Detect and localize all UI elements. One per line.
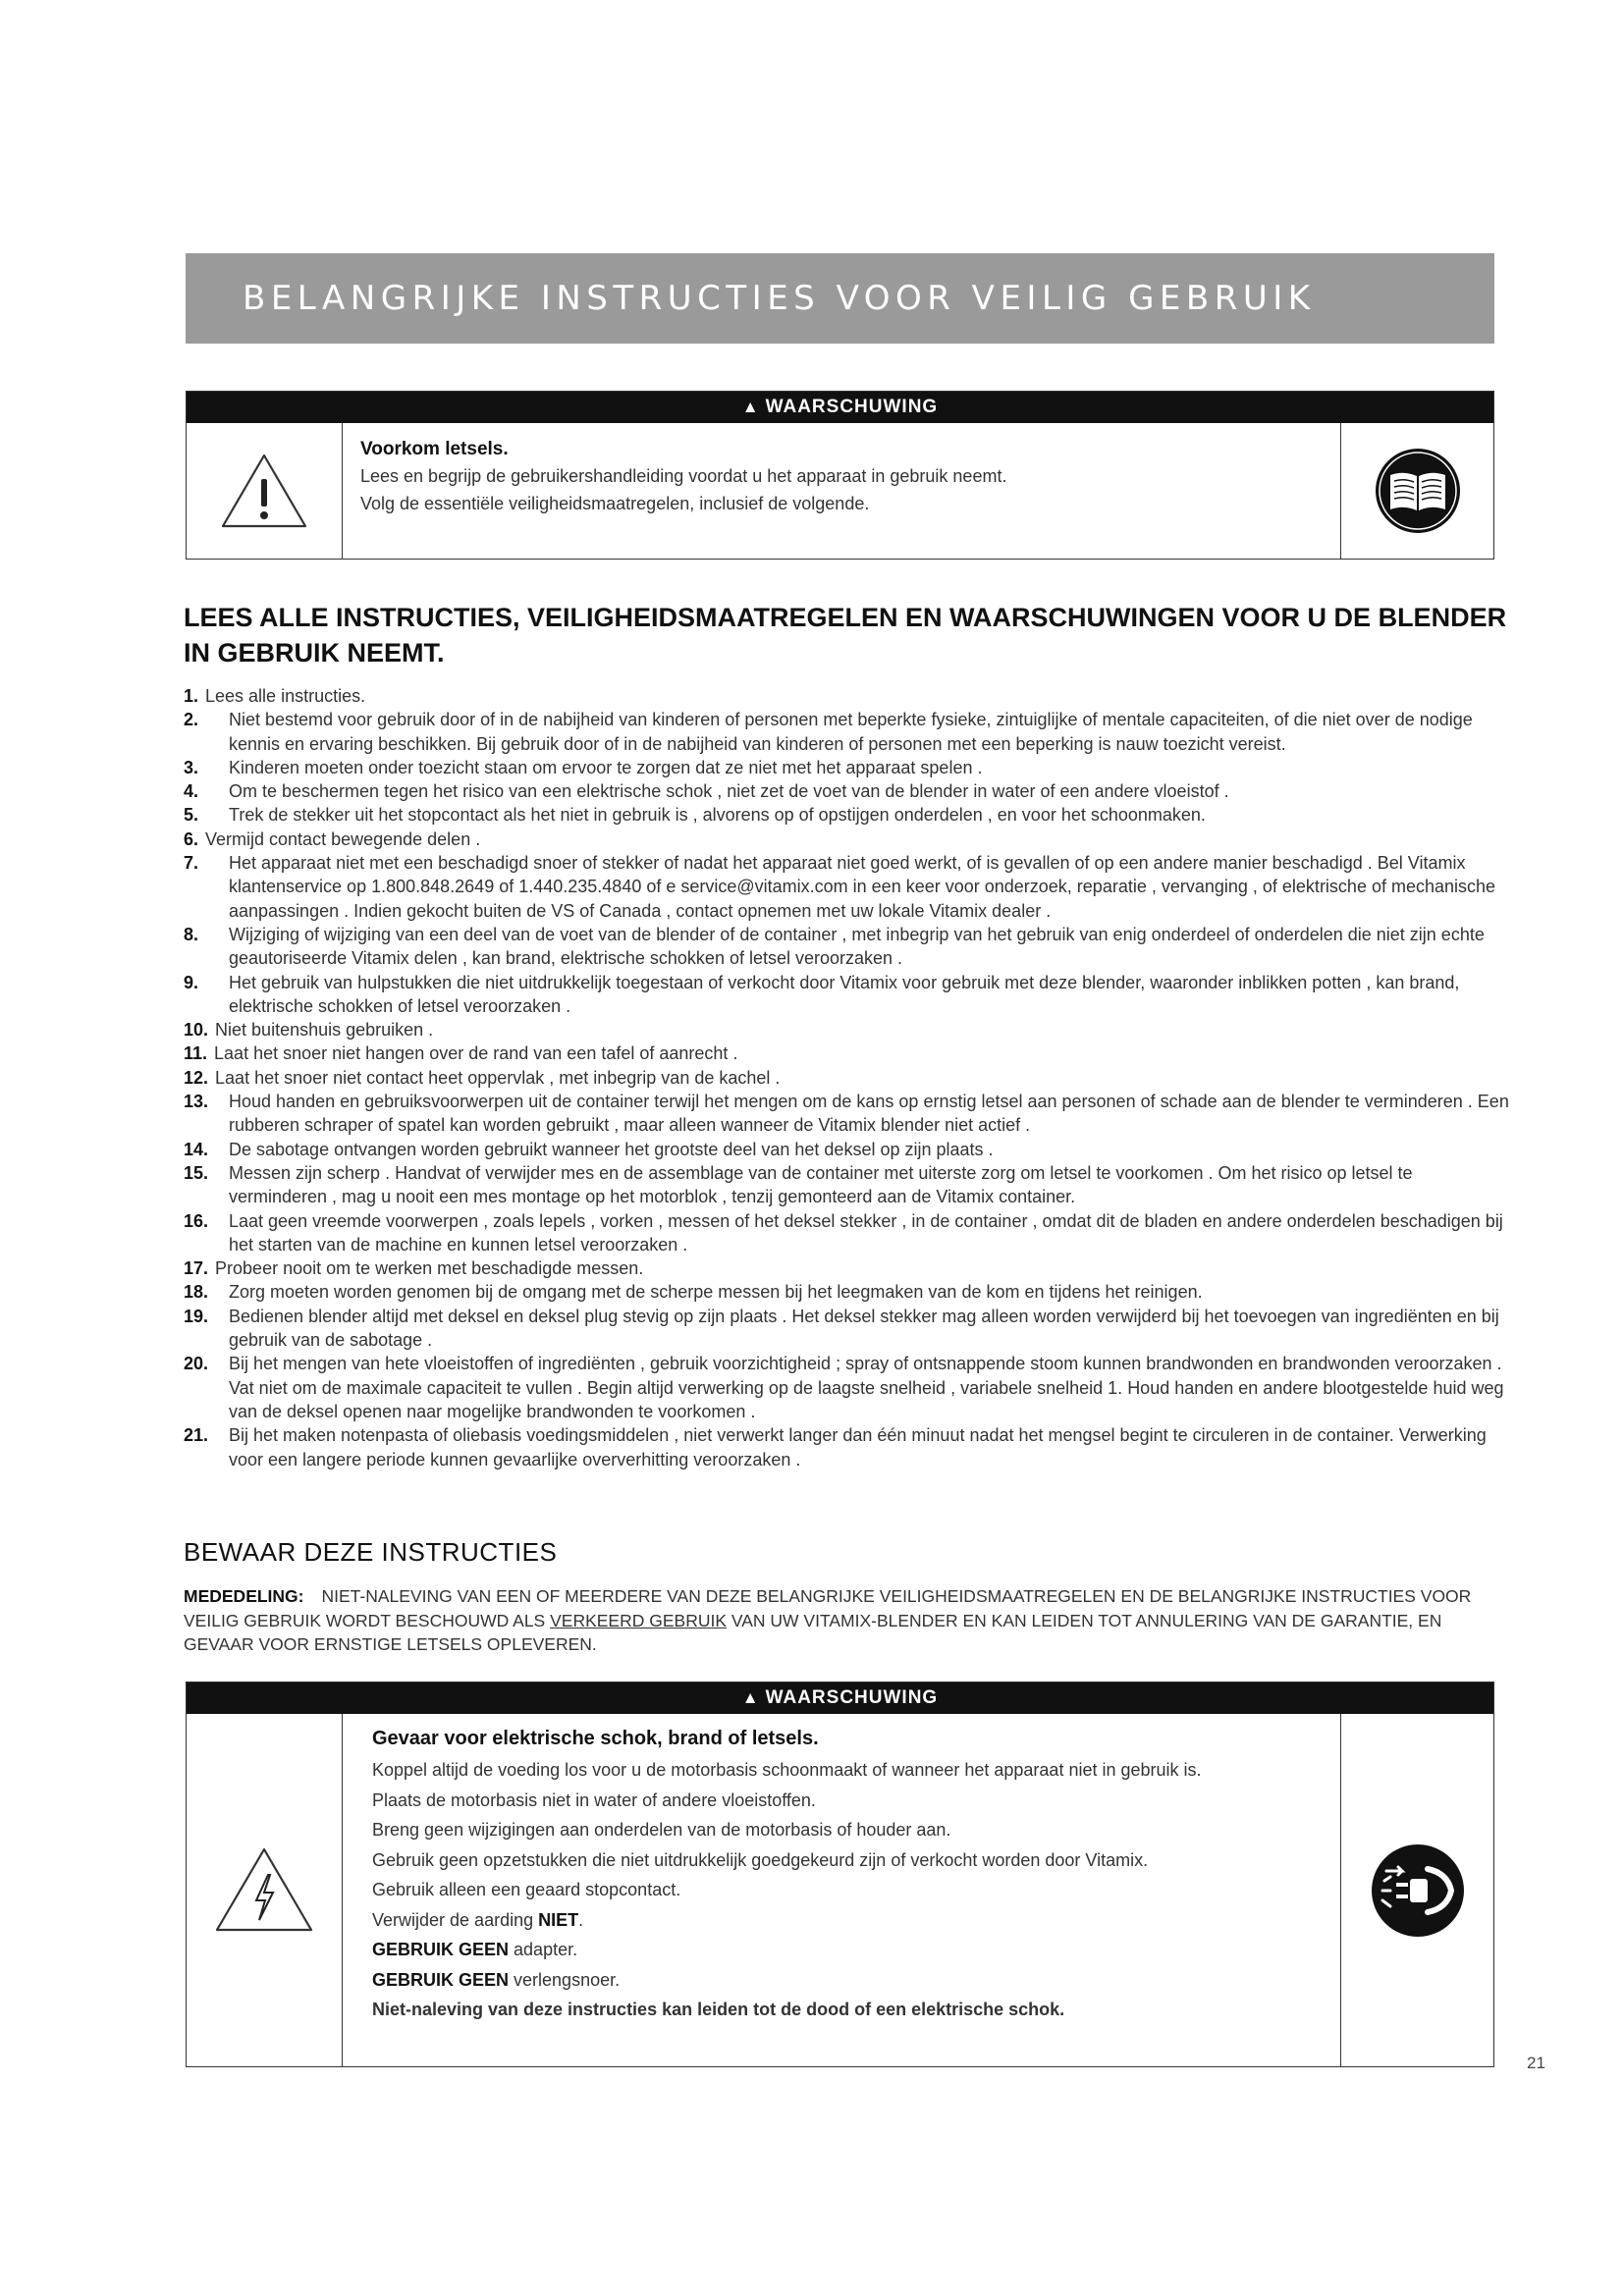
instruction-text: Het apparaat niet met een beschadigd snoer of stekker of nadat het apparaat niet goed werkt, of is gevallen of op een andere manier beschadigd . Bel Vitamix klantenservice op 1.800.848.2649 of 1.440.235.4840 of e service@vitamix.com in een keer voor onderzoek, reparatie , vervanging , of elektrische of mechanische aanpassingen . Indien gekocht buiten de VS of Canada , contact opnemen met uw lokale Vitamix dealer . [229, 853, 1496, 921]
instruction-text: Om te beschermen tegen het risico van een elektrische schok , niet zet de voet van de blender in water of een andere vloeistof . [229, 781, 1229, 802]
instruction-number: 14. [184, 1139, 209, 1159]
warning-line: Koppel altijd de voeding los voor u de motorbasis schoonmaakt of wanneer het apparaat niet in gebruik is. [372, 1760, 1202, 1780]
instruction-item [184, 1041, 1509, 1065]
warning-header [187, 1682, 1493, 1714]
instruction-text: Lees alle instructies. [205, 686, 366, 706]
instruction-text: Laat het snoer niet hangen over de rand van een tafel of aanrecht . [214, 1043, 738, 1064]
instruction-number: 7. [184, 853, 199, 874]
instruction-item [184, 1161, 1509, 1209]
aarding-text: Verwijder de aarding [372, 1909, 539, 1930]
warning-title: Gevaar voor elektrische schok, brand of letsels. [372, 1728, 819, 1749]
instruction-number: 20. [184, 1354, 209, 1374]
main-heading: LEES ALLE INSTRUCTIES, VEILIGHEIDSMAATREGELEN EN WAARSCHUWINGEN VOOR U DE BLENDER IN GEBRUIK NEEMT. [184, 603, 1507, 667]
instruction-item [184, 684, 1509, 708]
warning-small-triangle-icon: ▲ [741, 398, 760, 416]
instruction-number: 15. [184, 1162, 209, 1183]
instruction-item [184, 828, 1509, 851]
instruction-number: 5. [184, 805, 199, 826]
instruction-item [184, 756, 1509, 779]
instruction-number: 13. [184, 1092, 209, 1112]
instruction-number: 6. [184, 828, 199, 849]
instruction-number: 16. [184, 1210, 209, 1231]
instruction-item [184, 1018, 1509, 1041]
instruction-item [184, 1090, 1509, 1138]
warning-line-adapter [372, 1935, 1323, 1965]
instruction-number: 18. [184, 1282, 209, 1303]
instruction-number: 11. [184, 1043, 208, 1064]
unplug-icon [1340, 1714, 1493, 2066]
instruction-text: Houd handen en gebruiksvoorwerpen uit de container terwijl het mengen om de kans op ernstig letsel aan personen of schade aan de blender te verminderen . Een rubberen schraper of spatel kan worden gebruikt , maar alleen wanneer de Vitamix blender niet actief . [229, 1092, 1509, 1136]
warning-small-triangle-icon: ▲ [741, 1688, 760, 1707]
instruction-number: 8. [184, 924, 199, 944]
warning-triangle-icon [187, 423, 343, 559]
warning-header-label: WAARSCHUWING [765, 397, 939, 417]
instruction-text: Bedienen blender altijd met deksel en deksel plug stevig op zijn plaats . Het deksel stekker mag alleen worden verwijderd bij het toevoegen van ingrediënten en bij gebruik van de sabotage . [229, 1306, 1499, 1351]
instruction-item [184, 1209, 1509, 1257]
instruction-text: Messen zijn scherp . Handvat of verwijder mes en de assemblage van de container met uiterste zorg om letsel te voorkomen . Om het risico op letsel te verminderen , mag u nooit een mes montage op het motorblok , tenzij gemonteerd aan de Vitamix container. [229, 1162, 1413, 1207]
instruction-text: Bij het maken notenpasta of oliebasis voedingsmiddelen , niet verwerkt langer dan één minuut nadat het mengsel begint te circuleren in de container. Verwerking voor een langere periode kunnen gevaarlijke oververhitting veroorzaken . [229, 1425, 1487, 1469]
instruction-text: De sabotage ontvangen worden gebruikt wanneer het grootste deel van het deksel op zijn plaats . [229, 1139, 994, 1159]
adapter-bold: GEBRUIK GEEN [372, 1940, 510, 1959]
instruction-number: 10. [184, 1020, 209, 1041]
instruction-item [184, 1280, 1509, 1304]
instruction-item [184, 779, 1509, 803]
instruction-number: 4. [184, 781, 199, 802]
instruction-item [184, 971, 1509, 1019]
instruction-item [184, 1138, 1509, 1161]
warning-line: Gebruik geen opzetstukken die niet uitdrukkelijk goedgekeurd zijn of verkocht worden door Vitamix. [372, 1849, 1149, 1870]
instruction-item [184, 1305, 1509, 1353]
instruction-number: 1. [184, 686, 199, 706]
instruction-item [184, 803, 1509, 827]
notice-label: MEDEDELING: [184, 1586, 304, 1606]
instruction-text: Niet bestemd voor gebruik door of in de nabijheid van kinderen of personen met beperkte fysieke, zintuiglijke of mentale capaciteiten, of die niet over de nodige kennis en ervaring beschikken. Bij gebruik door of in de nabijheid van kinderen of personen met een beperking is nauw toezicht vereist. [229, 710, 1473, 754]
warning-final-line: Niet-naleving van deze instructies kan leiden tot de dood of een elektrische schok. [372, 2000, 1065, 2019]
instruction-item [184, 1423, 1509, 1471]
instruction-item [184, 923, 1509, 971]
warning-line: Lees en begrijp de gebruikershandleiding voordat u het apparaat in gebruik neemt. [360, 466, 1007, 486]
instruction-text: Vermijd contact bewegende delen . [205, 828, 481, 849]
instruction-number: 9. [184, 972, 199, 992]
warning-header-label: WAARSCHUWING [765, 1687, 939, 1708]
aarding-post: . [578, 1909, 584, 1930]
instruction-number: 17. [184, 1258, 209, 1279]
manual-book-icon [1340, 423, 1493, 559]
instruction-list [184, 684, 1509, 1471]
instruction-text: Niet buitenshuis gebruiken . [215, 1020, 434, 1041]
warning-box-electric [186, 1682, 1494, 2067]
instruction-text: Probeer nooit om te werken met beschadigde messen. [215, 1258, 644, 1279]
electric-shock-triangle-icon [187, 1714, 343, 2066]
instruction-number: 2. [184, 710, 199, 730]
aarding-bold: NIET [538, 1909, 579, 1930]
notice-text: NIET-NALEVING VAN EEN OF MEERDERE VAN DEZE BELANGRIJKE VEILIGHEIDSMAATREGELEN EN DE BELANGRIJKE INSTRUCTIES VOOR VEILIG GEBRUIK WORDT BESCHOUWD ALS [184, 1586, 1472, 1630]
instruction-item [184, 1066, 1509, 1090]
warning-line: Breng geen wijzigingen aan onderdelen van de motorbasis of houder aan. [372, 1820, 951, 1840]
instruction-text: Laat geen vreemde voorwerpen , zoals lepels , vorken , messen of het deksel stekker , in de container , omdat dit de bladen en andere onderdelen beschadigen bij het starten van de machine en kunnen letsel veroorzaken . [229, 1210, 1503, 1255]
notice-underlined: VERKEERD GEBRUIK [550, 1610, 727, 1630]
page-number: 21 [1527, 2054, 1545, 2072]
instruction-text: Wijziging of wijziging van een deel van de voet van de blender of de container , met inbegrip van het gebruik van enig onderdeel of onderdelen die niet zijn echte geautoriseerde Vitamix delen , kan brand, elektrische schokken of letsel veroorzaken . [229, 924, 1485, 969]
instruction-item [184, 708, 1509, 756]
instruction-number: 12. [184, 1067, 209, 1088]
instruction-item [184, 1352, 1509, 1423]
verlengsnoer-text: verlengsnoer. [509, 1969, 621, 1990]
instruction-item [184, 851, 1509, 923]
instruction-text: Trek de stekker uit het stopcontact als het niet in gebruik is , alvorens op of opstijgen onderdelen , en voor het schoonmaken. [229, 805, 1206, 826]
instruction-text: Het gebruik van hulpstukken die niet uitdrukkelijk toegestaan of verkocht door Vitamix voor gebruik met deze blender, waaronder inblikken potten , kan brand, elektrische schokken of letsel veroorzaken . [229, 972, 1460, 1016]
instruction-number: 3. [184, 757, 199, 777]
page-banner-title: BELANGRIJKE INSTRUCTIES VOOR VEILIG GEBRUIK [186, 253, 1494, 344]
warning-line: Gebruik alleen een geaard stopcontact. [372, 1880, 681, 1899]
notice-text-after: VAN UW VITAMIX-BLENDER EN KAN LEIDEN TOT ANNULERING VAN DE GARANTIE, EN GEVAAR VOOR ERNSTIGE LETSELS OPLEVEREN. [184, 1610, 1442, 1654]
warning-title: Voorkom letsels. [360, 439, 509, 459]
warning-line: Plaats de motorbasis niet in water of andere vloeistoffen. [372, 1789, 816, 1810]
instruction-text: Bij het mengen van hete vloeistoffen of ingrediënten , gebruik voorzichtigheid ; spray of ontsnappende stoom kunnen brandwonden en brandwonden veroorzaken . Vat niet om de maximale capaciteit te vullen . Begin altijd verwerking op de laagste snelheid , variabele snelheid 1. Houd handen en andere blootgestelde huid weg van de deksel openen naar mogelijke brandwonden te voorkomen . [229, 1354, 1504, 1421]
warning-box-injury [186, 391, 1494, 560]
instruction-number: 21. [184, 1425, 209, 1446]
save-instructions-heading: BEWAAR DEZE INSTRUCTIES [184, 1537, 558, 1567]
instruction-text: Laat het snoer niet contact heet oppervlak , met inbegrip van de kachel . [215, 1067, 781, 1088]
warning-line: Volg de essentiële veiligheidsmaatregelen, inclusief de volgende. [360, 494, 870, 513]
instruction-text: Kinderen moeten onder toezicht staan om ervoor te zorgen dat ze niet met het apparaat spelen . [229, 757, 983, 777]
instruction-number: 19. [184, 1306, 209, 1326]
warning-line-verlengsnoer [372, 1965, 1323, 1996]
adapter-text: adapter. [509, 1940, 578, 1959]
notice-paragraph [184, 1584, 1509, 1657]
verlengsnoer-bold: GEBRUIK GEEN [372, 1969, 510, 1990]
instruction-item [184, 1256, 1509, 1280]
instruction-text: Zorg moeten worden genomen bij de omgang met de scherpe messen bij het leegmaken van de kom en tijdens het reinigen. [229, 1282, 1203, 1303]
warning-line-aarding [372, 1905, 1323, 1936]
warning-header [187, 392, 1493, 423]
